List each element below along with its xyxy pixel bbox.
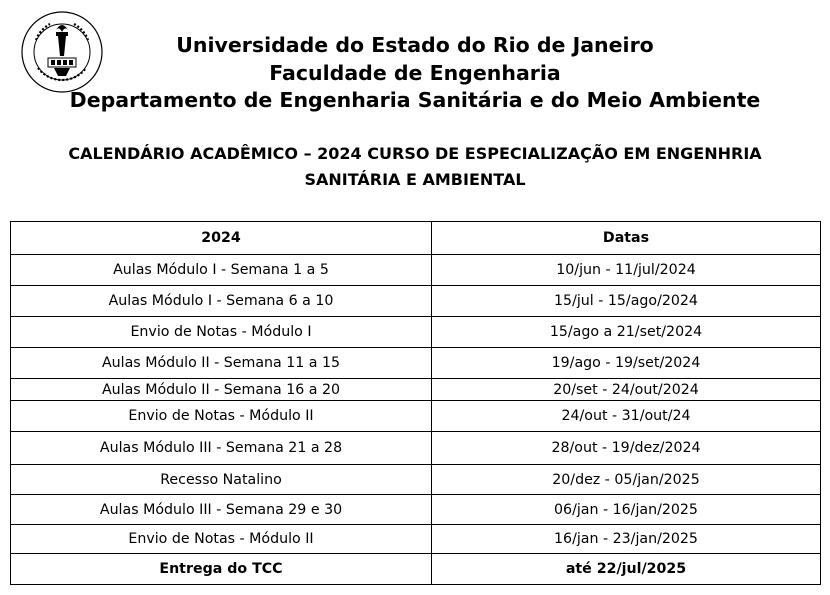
calendar-title-line2: SANITÁRIA E AMBIENTAL [304, 170, 526, 189]
table-row [11, 255, 821, 286]
table-row [11, 465, 821, 495]
activity-cell: Aulas Módulo I - Semana 1 a 5 [11, 255, 432, 286]
calendar-table [10, 221, 821, 585]
table-row [11, 525, 821, 554]
calendar-title [0, 141, 830, 193]
dates-cell: 15/ago a 21/set/2024 [432, 317, 821, 348]
activity-cell: Entrega do TCC [11, 554, 432, 585]
dates-cell: 15/jul - 15/ago/2024 [432, 286, 821, 317]
dates-cell: 20/set - 24/out/2024 [432, 379, 821, 401]
activity-cell: Aulas Módulo III - Semana 29 e 30 [11, 495, 432, 525]
activity-cell: Aulas Módulo III - Semana 21 a 28 [11, 432, 432, 465]
dates-cell: 28/out - 19/dez/2024 [432, 432, 821, 465]
activity-cell: Aulas Módulo II - Semana 11 a 15 [11, 348, 432, 379]
dates-cell: 06/jan - 16/jan/2025 [432, 495, 821, 525]
column-header-dates: Datas [432, 222, 821, 255]
dates-cell: 20/dez - 05/jan/2025 [432, 465, 821, 495]
department-name: Departamento de Engenharia Sanitária e do Meio Ambiente [69, 88, 761, 112]
table-row [11, 401, 821, 432]
faculty-name: Faculdade de Engenharia [269, 61, 561, 85]
activity-cell: Envio de Notas - Módulo II [11, 401, 432, 432]
dates-cell: 19/ago - 19/set/2024 [432, 348, 821, 379]
dates-cell: 24/out - 31/out/24 [432, 401, 821, 432]
calendar-title-line1: CALENDÁRIO ACADÊMICO – 2024 CURSO DE ESPECIALIZAÇÃO EM ENGENHRIA [68, 144, 762, 163]
activity-cell: Aulas Módulo I - Semana 6 a 10 [11, 286, 432, 317]
table-row [11, 495, 821, 525]
table-header-row [11, 222, 821, 255]
university-name: Universidade do Estado do Rio de Janeiro [176, 33, 654, 57]
table-row [11, 554, 821, 585]
activity-cell: Envio de Notas - Módulo I [11, 317, 432, 348]
activity-cell: Recesso Natalino [11, 465, 432, 495]
dates-cell: 10/jun - 11/jul/2024 [432, 255, 821, 286]
table-row [11, 348, 821, 379]
table-row [11, 379, 821, 401]
dates-cell: até 22/jul/2025 [432, 554, 821, 585]
table-row [11, 286, 821, 317]
column-header-year: 2024 [11, 222, 432, 255]
dates-cell: 16/jan - 23/jan/2025 [432, 525, 821, 554]
table-row [11, 317, 821, 348]
activity-cell: Aulas Módulo II - Semana 16 a 20 [11, 379, 432, 401]
table-row [11, 432, 821, 465]
activity-cell: Envio de Notas - Módulo II [11, 525, 432, 554]
